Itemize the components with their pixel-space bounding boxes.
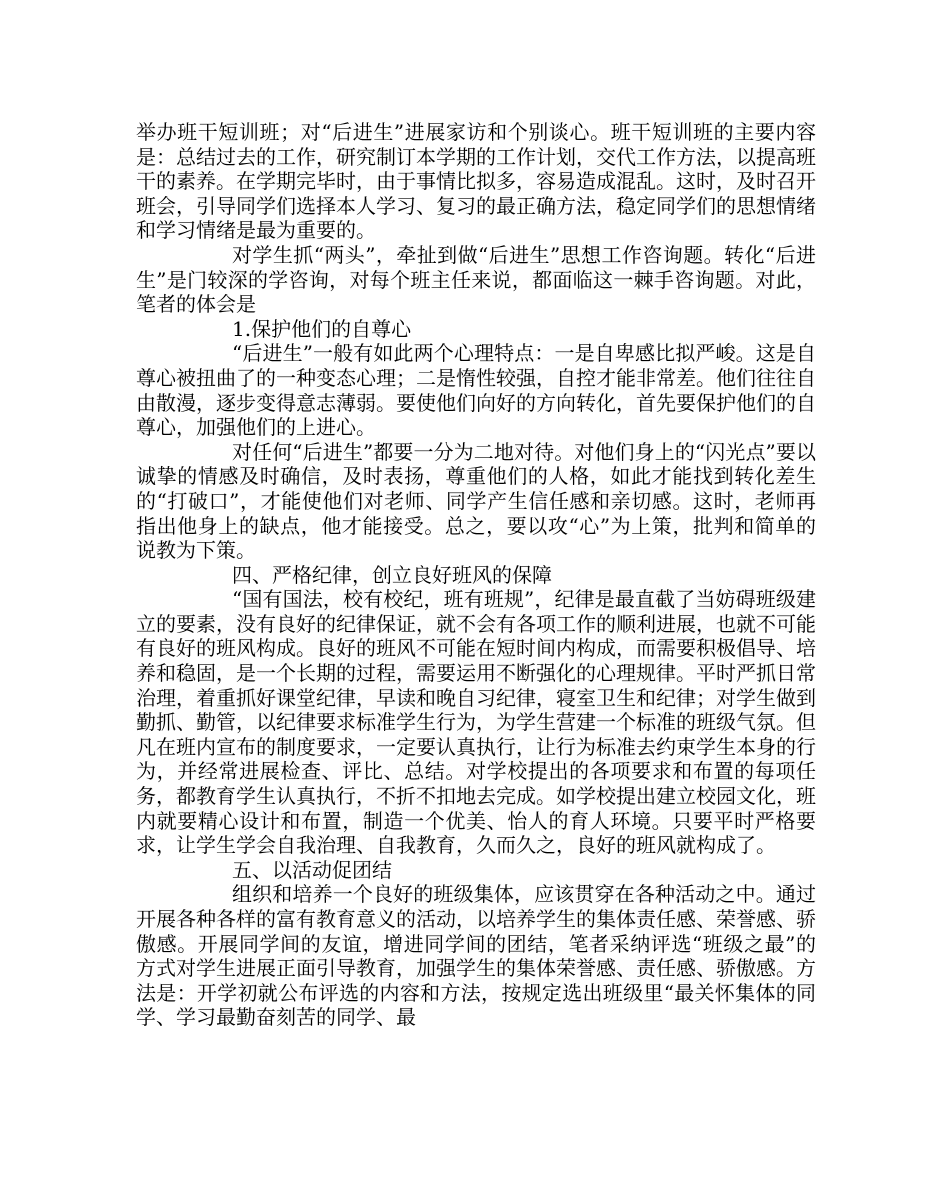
section-heading-discipline: 四、严格纪律，创立良好班风的保障: [232, 562, 552, 587]
paragraph-4: 对任何“后进生”都要一分为二地对待。对他们身上的“闪光点”要以诚挚的情感及时确信，及时表扬，尊重他们的人格，如此才能找到转化差生的“打破口”，才能使他们对老师、同学产生信任感和亲切感。这时，老师再指出他身上的缺点，他才能接受。总之，要以攻“心”为上策，批判和简单的说教为下策。: [136, 439, 816, 563]
paragraph-5: “国有国法，校有校纪，班有班规”，纪律是最直截了当妨碍班级建立的要素，没有良好的纪律保证，就不会有各项工作的顺利进展，也就不可能有良好的班风构成。良好的班风不可能在短时间内构成，而需要积极倡导、培养和稳固，是一个长期的过程，需要运用不断强化的心理规律。平时严抓日常治理，着重抓好课堂纪律，早读和晚自习纪律，寝室卫生和纪律；对学生做到勤抓、勤管，以纪律要求标准学生行为，为学生营建一个标准的班级气氛。但凡在班内宣布的制度要求，一定要认真执行，让行为标准去约束学生本身的行为，并经常进展检查、评比、总结。对学校提出的各项要求和布置的每项任务，都教育学生认真执行，不折不扣地去完成。如学校提出建立校园文化，班内就要精心设计和布置，制造一个优美、怡人的育人环境。只要平时严格要求，让学生学会自我治理、自我教育，久而久之，良好的班风就构成了。: [136, 587, 816, 858]
subheading-protect-self-esteem: 1.保护他们的自尊心: [232, 316, 412, 341]
paragraph-3: “后进生”一般有如此两个心理特点：一是自卑感比拟严峻。这是自尊心被扭曲了的一种变态心理；二是惰性较强，自控才能非常差。他们往往自由散漫，逐步变得意志薄弱。要使他们向好的方向转化，首先要保护他们的自尊心，加强他们的上进心。: [136, 341, 816, 440]
paragraph-1: 举办班干短训班；对“后进生”进展家访和个别谈心。班干短训班的主要内容是：总结过去的工作，研究制订本学期的工作计划，交代工作方法，以提高班干的素养。在学期完毕时，由于事情比拟多，容易造成混乱。这时，及时召开班会，引导同学们选择本人学习、复习的最正确方法，稳定同学们的思想情绪和学习情绪是最为重要的。: [136, 120, 816, 243]
paragraph-6: 组织和培养一个良好的班级集体，应该贯穿在各种活动之中。通过开展各种各样的富有教育意义的活动，以培养学生的集体责任感、荣誉感、骄傲感。开展同学间的友谊，增进同学间的团结，笔者采纳评选“班级之最”的方式对学生进展正面引导教育，加强学生的集体荣誉感、责任感、骄傲感。方法是：开学初就公布评选的内容和方法，按规定选出班级里“最关怀集体的同学、学习最勤奋刻苦的同学、最: [136, 882, 816, 1030]
document-body: [136, 120, 816, 1030]
section-heading-activities: 五、以活动促团结: [232, 857, 392, 882]
paragraph-2: 对学生抓“两头”，牵扯到做“后进生”思想工作咨询题。转化“后进生”是门较深的学咨询，对每个班主任来说，都面临这一棘手咨询题。对此，笔者的体会是: [136, 242, 816, 317]
